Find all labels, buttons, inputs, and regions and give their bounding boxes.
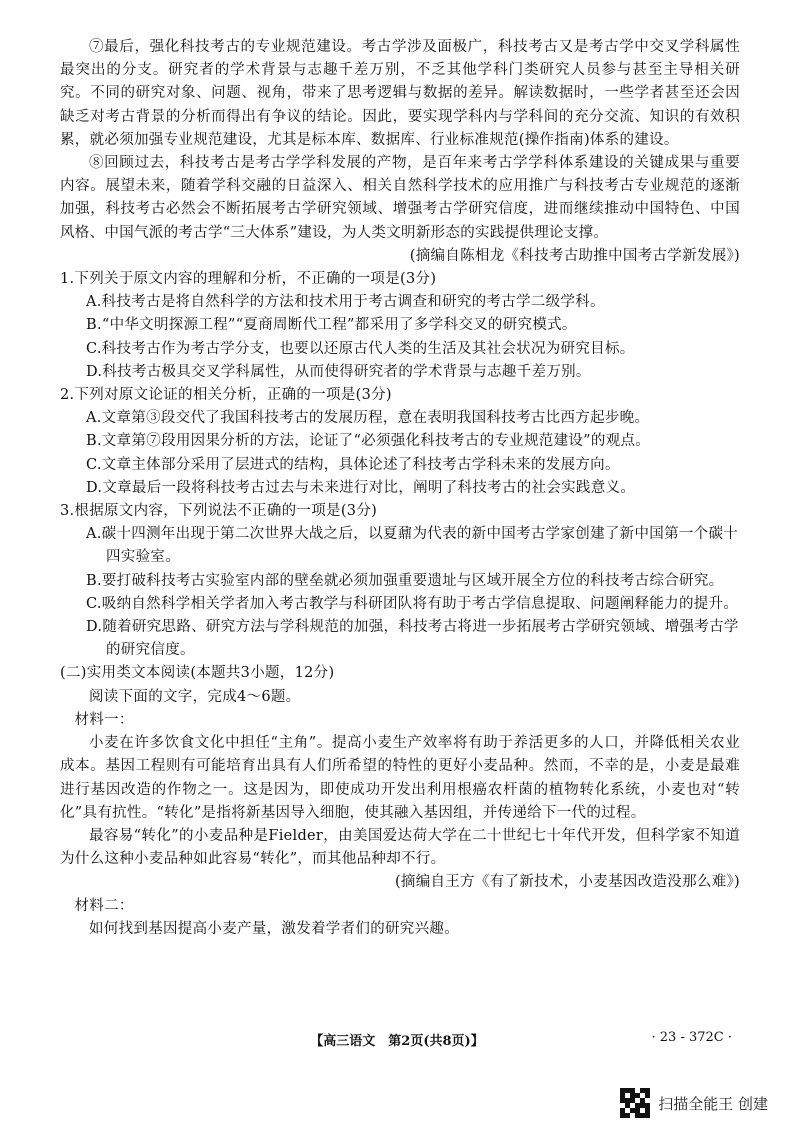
option-b: B.要打破科技考古实验室内部的壁垒就必须加强重要遗址与区域开展全方位的科技考古综合研究。	[86, 572, 724, 589]
section-instruction: 阅读下面的文字，完成4～6题。	[89, 688, 301, 705]
question-stem: 1.下列关于原文内容的理解和分析，不正确的一项是(3分)	[60, 271, 437, 288]
question-stem: 2.下列对原文论证的相关分析，正确的一项是(3分)	[60, 387, 392, 404]
passage-source: (摘编自陈相龙《科技考古助推中国考古学新发展》)	[409, 247, 740, 264]
watermark-text: 扫描全能王 创建	[658, 1094, 768, 1113]
option-c: C.科技考古作为考古学分支，也要以还原古代人类的生活及其社会状况为研究目标。	[86, 340, 635, 357]
option-c: C.吸纳自然科学相关学者加入考古教学与科研团队将有助于考古学信息提取、问题阐释能力的提升。	[86, 595, 739, 612]
option-d: D.科技考古极具交叉学科属性，从而使得研究者的学术背景与志趣千差万别。	[86, 363, 591, 380]
scanner-watermark	[620, 1088, 768, 1118]
question-1	[60, 268, 740, 384]
option-b: B.文章第⑦段用因果分析的方法，论证了“必须强化科技考古的专业规范建设”的观点。	[86, 433, 651, 450]
option-d: D.随着研究思路、研究方法与学科规范的加强，科技考古将进一步拓展考古学研究领域、增强考古学的研究信度。	[86, 619, 739, 659]
material-1-label: 材料一：	[74, 711, 134, 728]
section-heading: (二)实用类文本阅读(本题共3小题，12分)	[60, 665, 335, 682]
passage-paragraph-8: ⑧回顾过去，科技考古是考古学学科发展的产物，是百年来考古学学科体系建设的关键成果与重要内容。展望未来，随着学科交融的日益深入、相关自然科学技术的应用推广与科技考古专业规范的逐渐加强，科技考古必然会不断拓展考古学研究领域、增强考古学研究信度，进而继续推动中国特色、中国风格、中国气派的考古学“三大体系”建设，为人类文明新形态的实践提供理论支撑。	[60, 155, 740, 241]
material-1-source: (摘编自王方《有了新技术，小麦基因改造没那么难》)	[394, 874, 740, 891]
page-content	[60, 36, 740, 941]
question-2	[60, 384, 740, 500]
material-2-label: 材料二：	[74, 897, 134, 914]
option-a: A.碳十四测年出现于第二次世界大战之后，以夏鼐为代表的新中国考古学家创建了新中国第一个碳十四实验室。	[86, 526, 739, 566]
option-c: C.文章主体部分采用了层进式的结构，具体论述了科技考古学科未来的发展方向。	[86, 456, 620, 473]
qr-code-icon	[620, 1088, 650, 1118]
question-stem: 3.根据原文内容，下列说法不正确的一项是(3分)	[60, 503, 378, 520]
option-b: B.“中华文明探源工程”“夏商周断代工程”都采用了多学科交叉的研究模式。	[86, 317, 577, 334]
option-a: A.科技考古是将自然科学的方法和技术用于考古调查和研究的考古学二级学科。	[86, 294, 605, 311]
passage-paragraph-7: ⑦最后，强化科技考古的专业规范建设。考古学涉及面极广，科技考古又是考古学中交叉学科属性最突出的分支。研究者的学术背景与志趣千差万别，不乏其他学科门类研究人员参与甚至主导相关研究。不同的研究对象、问题、视角，带来了思考逻辑与数据的差异。解读数据时，一些学者甚至还会因缺乏对考古背景的分析而得出有争议的结论。因此，要实现学科内与学科间的充分交流、知识的有效积累，就必须加强专业规范建设，尤其是标本库、数据库、行业标准规范(操作指南)体系的建设。	[60, 39, 740, 148]
material-1-paragraph-2: 最容易“转化”的小麦品种是Fielder，由美国爱达荷大学在二十世纪七十年代开发，但科学家不知道为什么这种小麦品种如此容易“转化”，而其他品种却不行。	[60, 827, 740, 868]
footer-exam-code: · 23 - 372C ·	[651, 1030, 732, 1045]
option-d: D.文章最后一段将科技考古过去与未来进行对比，阐明了科技考古的社会实践意义。	[86, 479, 636, 496]
material-1-paragraph-1: 小麦在许多饮食文化中担任“主角”。提高小麦生产效率将有助于养活更多的人口，并降低相关农业成本。基因工程则有可能培育出具有人们所希望的特性的更好小麦品种。然而，不幸的是，小麦是最难进行基因改造的作物之一。这是因为，即使成功开发出利用根癌农杆菌的植物转化系统，小麦也对“转化”具有抗性。“转化”是指将新基因导入细胞，使其融入基因组，并传递给下一代的过程。	[60, 735, 740, 821]
question-3	[60, 500, 740, 662]
option-a: A.文章第③段交代了我国科技考古的发展历程，意在表明我国科技考古比西方起步晚。	[86, 410, 650, 427]
material-2-paragraph-1: 如何找到基因提高小麦产量，激发着学者们的研究兴趣。	[89, 920, 459, 937]
footer-page-info: 【高三语文 第2页(共8页)】	[310, 1034, 484, 1049]
